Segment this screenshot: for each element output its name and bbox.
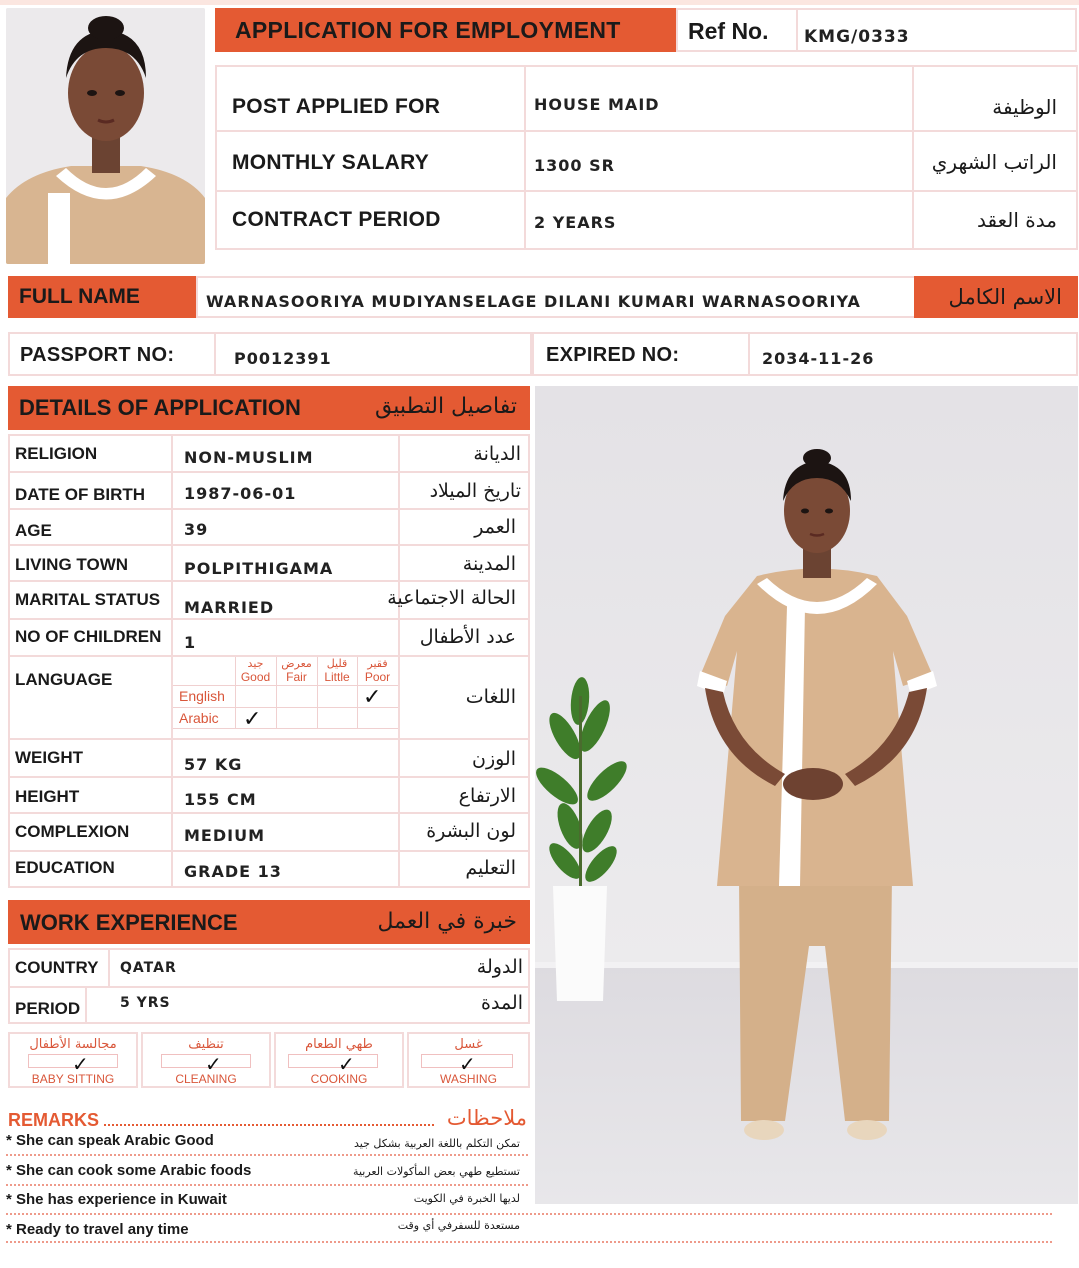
ref-label-cell	[676, 8, 798, 52]
row-sep	[8, 508, 530, 510]
row-sep	[8, 580, 530, 582]
fullname-ar-cell	[914, 276, 1078, 318]
ref-value: KMG/0333	[804, 27, 910, 47]
skill-washing-en: WASHING	[440, 1072, 497, 1086]
post-divider-2	[912, 65, 914, 250]
post-divider-1	[524, 65, 526, 250]
work-header	[8, 900, 530, 944]
work-vline-2	[85, 986, 87, 1024]
marital-value: MARRIED	[184, 598, 275, 617]
marital-label: MARITAL STATUS	[15, 590, 161, 609]
work-title: WORK EXPERIENCE	[20, 910, 238, 935]
remark-line	[6, 1241, 1052, 1243]
post-value: HOUSE MAID	[534, 95, 660, 114]
work-vline	[108, 948, 110, 986]
row-sep	[8, 812, 530, 814]
ref-value-cell	[796, 8, 1077, 52]
top-strip	[0, 0, 1079, 5]
level-little: Little	[324, 670, 350, 684]
language-ar: اللغات	[465, 686, 516, 708]
row-sep	[8, 850, 530, 852]
complexion-value: MEDIUM	[184, 826, 265, 845]
children-label: NO OF CHILDREN	[15, 627, 162, 646]
salary-label: MONTHLY SALARY	[232, 151, 430, 174]
lang-english: English	[179, 688, 225, 704]
country-value: QATAR	[120, 960, 177, 976]
passport-label: PASSPORT NO:	[20, 344, 175, 366]
row-sep	[8, 738, 530, 740]
row-sep	[8, 618, 530, 620]
remark-4-ar: مستعدة للسفرفي أي وقت	[397, 1219, 520, 1232]
page-title: APPLICATION FOR EMPLOYMENT	[235, 17, 621, 43]
skill-babysitting	[8, 1032, 138, 1088]
skill-cooking-en: COOKING	[310, 1072, 368, 1086]
skill-cooking	[274, 1032, 404, 1088]
height-ar: الارتفاع	[458, 785, 516, 807]
education-ar: التعليم	[465, 857, 516, 879]
age-ar: العمر	[474, 516, 516, 538]
marital-ar: الحالة الاجتماعية	[387, 587, 516, 609]
row-sep	[8, 776, 530, 778]
age-label: AGE	[15, 521, 52, 540]
skill-washing	[407, 1032, 530, 1088]
period-label: PERIOD	[15, 999, 81, 1018]
fullname-value-cell	[196, 276, 916, 318]
weight-ar: الوزن	[471, 748, 516, 770]
level-good-ar: جيد	[247, 657, 264, 670]
religion-value: NON-MUSLIM	[184, 448, 314, 467]
contract-ar: مدة العقد	[977, 208, 1057, 232]
remarks-title: REMARKS	[8, 1110, 100, 1130]
weight-value: 57 KG	[184, 755, 243, 774]
religion-ar: الديانة	[473, 443, 521, 465]
full-body-photo	[535, 386, 1078, 1204]
dob-value: 1987-06-01	[184, 484, 297, 503]
remark-4-en: * Ready to travel any time	[6, 1221, 189, 1238]
passport-label-cell	[8, 332, 216, 376]
details-title-ar: تفاصيل التطبيق	[374, 394, 517, 419]
post-ar: الوظيفة	[992, 95, 1057, 119]
expired-value-cell	[748, 332, 1078, 376]
height-label: HEIGHT	[15, 787, 80, 806]
expired-value: 2034-11-26	[762, 349, 875, 368]
children-ar: عدد الأطفال	[419, 626, 516, 648]
skill-cleaning-ar: تنظيف	[188, 1037, 224, 1052]
skill-washing-ar: غسل	[454, 1037, 483, 1052]
details-header	[8, 386, 530, 430]
row-sep	[8, 544, 530, 546]
post-hline-2	[215, 190, 1078, 192]
complexion-ar: لون البشرة	[426, 820, 516, 842]
skill-cooking-ar: طهي الطعام	[305, 1037, 373, 1052]
period-value: 5 YRS	[120, 995, 171, 1011]
english-poor-checkmark: ✓	[363, 685, 382, 710]
passport-value-cell	[214, 332, 532, 376]
remark-2-ar: تستطيع طهي بعض المأكولات العربية	[353, 1165, 520, 1178]
level-good: Good	[240, 670, 271, 684]
height-value: 155 CM	[184, 790, 257, 809]
details-title: DETAILS OF APPLICATION	[19, 395, 301, 420]
age-value: 39	[184, 520, 209, 539]
dob-label: DATE OF BIRTH	[15, 485, 146, 504]
passport-value: P0012391	[234, 349, 332, 368]
fullname-ar: الاسم الكامل	[948, 285, 1062, 309]
fullname-label: FULL NAME	[19, 285, 140, 308]
babysitting-checkmark: ✓	[72, 1052, 89, 1076]
header-title-bar	[215, 8, 676, 52]
education-value: GRADE 13	[184, 862, 282, 881]
remark-3-en: * She has experience in Kuwait	[6, 1191, 227, 1208]
salary-ar: الراتب الشهري	[931, 150, 1057, 174]
remark-line	[6, 1154, 528, 1156]
skill-cleaning-en: CLEANING	[175, 1072, 237, 1086]
contract-label: CONTRACT PERIOD	[232, 208, 441, 231]
remark-line	[6, 1213, 1052, 1215]
cooking-checkmark: ✓	[338, 1052, 355, 1076]
complexion-label: COMPLEXION	[15, 822, 130, 841]
country-label: COUNTRY	[15, 958, 99, 977]
level-fair-ar: معرض	[281, 657, 312, 670]
remark-3-ar: لديها الخبرة في الكويت	[413, 1192, 520, 1205]
language-label: LANGUAGE	[15, 670, 113, 689]
country-ar: الدولة	[476, 956, 523, 978]
religion-label: RELIGION	[15, 444, 98, 463]
skill-babysitting-ar: مجالسة الأطفال	[29, 1037, 117, 1052]
level-poor-ar: فقير	[367, 657, 388, 670]
remark-line	[6, 1184, 528, 1186]
row-sep	[8, 471, 530, 473]
fullname-label-cell	[8, 276, 196, 318]
period-ar: المدة	[481, 992, 523, 1014]
expired-label-cell	[532, 332, 750, 376]
contract-value: 2 YEARS	[534, 213, 617, 232]
town-value: POLPITHIGAMA	[184, 559, 334, 578]
weight-label: WEIGHT	[15, 748, 83, 767]
full-body-figure-icon	[535, 386, 1078, 1204]
level-little-ar: قليل	[326, 657, 348, 670]
portrait-photo	[6, 8, 205, 264]
remarks-dotline	[104, 1124, 434, 1126]
work-title-ar: خبرة في العمل	[377, 909, 517, 934]
cleaning-checkmark: ✓	[205, 1052, 222, 1076]
grid-line	[173, 728, 398, 729]
level-poor: Poor	[364, 670, 391, 684]
education-label: EDUCATION	[15, 858, 115, 877]
remarks-title-ar: ملاحظات	[446, 1106, 527, 1130]
washing-checkmark: ✓	[459, 1052, 476, 1076]
skills-row	[8, 1032, 530, 1088]
lang-arabic: Arabic	[179, 710, 219, 726]
skill-cleaning	[141, 1032, 271, 1088]
children-value: 1	[184, 633, 197, 652]
town-ar: المدينة	[462, 553, 516, 575]
remark-1-ar: تمكن التكلم باللغة العربية بشكل جيد	[354, 1137, 520, 1150]
fullname-value: WARNASOORIYA MUDIYANSELAGE DILANI KUMARI WARNASOORIYA	[206, 292, 861, 311]
level-fair: Fair	[286, 670, 307, 684]
portrait-figure-icon	[6, 8, 205, 264]
salary-value: 1300 SR	[534, 156, 615, 175]
arabic-good-checkmark: ✓	[243, 707, 262, 732]
details-vline-2	[398, 434, 400, 888]
expired-label: EXPIRED NO:	[546, 344, 680, 366]
language-grid	[173, 657, 398, 732]
skill-babysitting-en: BABY SITTING	[31, 1072, 115, 1086]
ref-label: Ref No.	[688, 18, 769, 44]
remark-1-en: * She can speak Arabic Good	[6, 1132, 214, 1149]
remark-2-en: * She can cook some Arabic foods	[6, 1162, 252, 1179]
skill-box	[288, 1054, 378, 1068]
town-label: LIVING TOWN	[15, 555, 129, 574]
post-hline-1	[215, 130, 1078, 132]
dob-ar: تاريخ الميلاد	[429, 480, 521, 502]
post-label: POST APPLIED FOR	[232, 95, 441, 118]
